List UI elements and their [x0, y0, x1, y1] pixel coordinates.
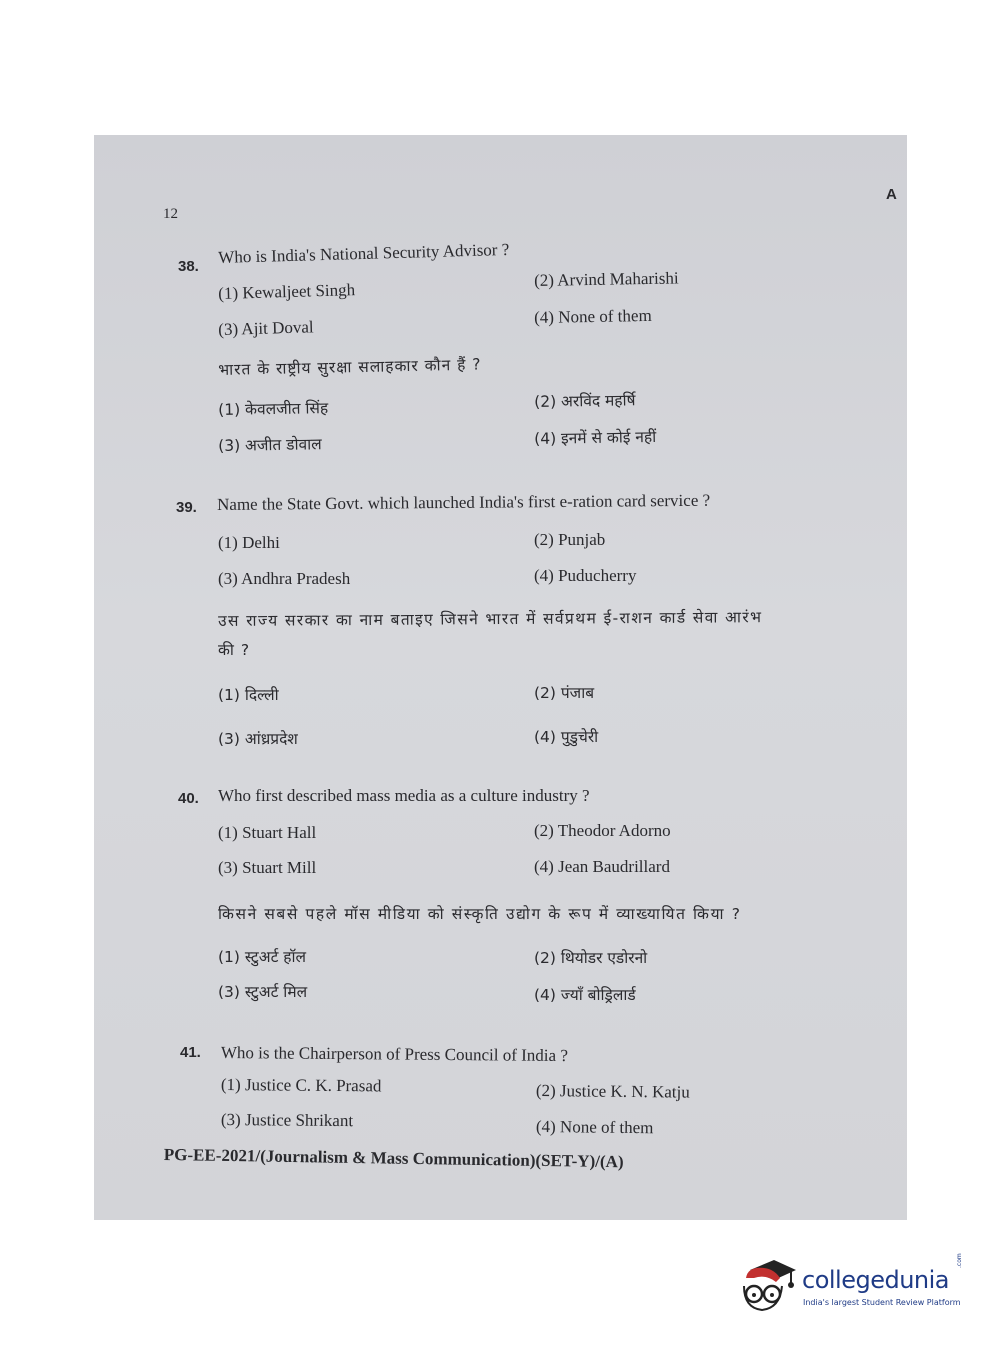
- option-3-hi: (3) अजीत डोवाल: [218, 435, 322, 455]
- option-1-en: (1) Stuart Hall: [218, 823, 317, 842]
- option-3-en: (3) Stuart Mill: [218, 858, 317, 877]
- option-4-en: (4) Puducherry: [534, 566, 637, 585]
- option-2-hi: (2) पंजाब: [534, 684, 595, 702]
- set-letter: A: [886, 186, 897, 203]
- question-text-hi-line2: की ?: [218, 641, 251, 659]
- option-2-en: (2) Theodor Adorno: [534, 821, 671, 840]
- option-4-hi: (4) ज्याँ बोड्रिलार्ड: [534, 986, 636, 1004]
- brand-name: collegedunia: [802, 1266, 950, 1294]
- paper-code-footer: PG-EE-2021/(Journalism & Mass Communication)(SET-Y)/(A): [163, 1145, 624, 1172]
- student-mascot-icon: [740, 1252, 800, 1314]
- question-number: 39.: [176, 499, 197, 516]
- option-4-hi: (4) पुडुचेरी: [534, 728, 599, 746]
- option-1-hi: (1) केवलजीत सिंह: [218, 399, 329, 419]
- option-3-en: (3) Andhra Pradesh: [218, 569, 351, 588]
- option-2-en: (2) Arvind Maharishi: [534, 268, 679, 290]
- option-2-hi: (2) थियोडर एडोरनो: [534, 949, 648, 967]
- option-3-hi: (3) आंध्रप्रदेश: [218, 730, 298, 748]
- option-1-en: (1) Justice C. K. Prasad: [220, 1075, 382, 1096]
- question-number: 40.: [178, 790, 199, 807]
- option-3-en: (3) Ajit Doval: [218, 317, 314, 339]
- question-text-en: Who first described mass media as a culture industry ?: [218, 786, 590, 805]
- option-4-en: (4) None of them: [535, 1117, 654, 1138]
- page-number: 12: [163, 206, 178, 222]
- brand-tagline: India's largest Student Review Platform: [803, 1298, 961, 1307]
- option-1-hi: (1) दिल्ली: [218, 686, 279, 704]
- option-4-en: (4) None of them: [534, 305, 652, 327]
- question-text-en: Who is the Chairperson of Press Council of India ?: [220, 1043, 569, 1066]
- option-2-en: (2) Justice K. N. Katju: [535, 1081, 690, 1102]
- question-text-hi-line1: उस राज्य सरकार का नाम बताइए जिसने भारत में सर्वप्रथम ई-राशन कार्ड सेवा आरंभ: [218, 608, 763, 630]
- question-text-en: Name the State Govt. which launched India's first e-ration card service ?: [217, 490, 711, 514]
- option-1-en: (1) Delhi: [218, 533, 280, 552]
- question-text-en: Who is India's National Security Advisor ?: [218, 239, 510, 267]
- option-4-en: (4) Jean Baudrillard: [534, 857, 670, 876]
- option-4-hi: (4) इनमें से कोई नहीं: [534, 427, 657, 448]
- question-text-hi: किसने सबसे पहले मॉस मीडिया को संस्कृति उद्योग के रूप में व्याख्यायित किया ?: [218, 905, 742, 923]
- question-text-hi: भारत के राष्ट्रीय सुरक्षा सलाहकार कौन हैं ?: [218, 355, 482, 379]
- option-1-en: (1) Kewaljeet Singh: [218, 280, 356, 303]
- option-3-en: (3) Justice Shrikant: [220, 1110, 354, 1131]
- question-number: 41.: [180, 1044, 201, 1061]
- option-1-hi: (1) स्टुअर्ट हॉल: [218, 948, 307, 966]
- option-3-hi: (3) स्टुअर्ट मिल: [218, 983, 308, 1001]
- option-2-en: (2) Punjab: [534, 530, 606, 549]
- question-number: 38.: [178, 258, 199, 275]
- brand-suffix: .com: [956, 1253, 963, 1268]
- option-2-hi: (2) अरविंद महर्षि: [534, 391, 636, 411]
